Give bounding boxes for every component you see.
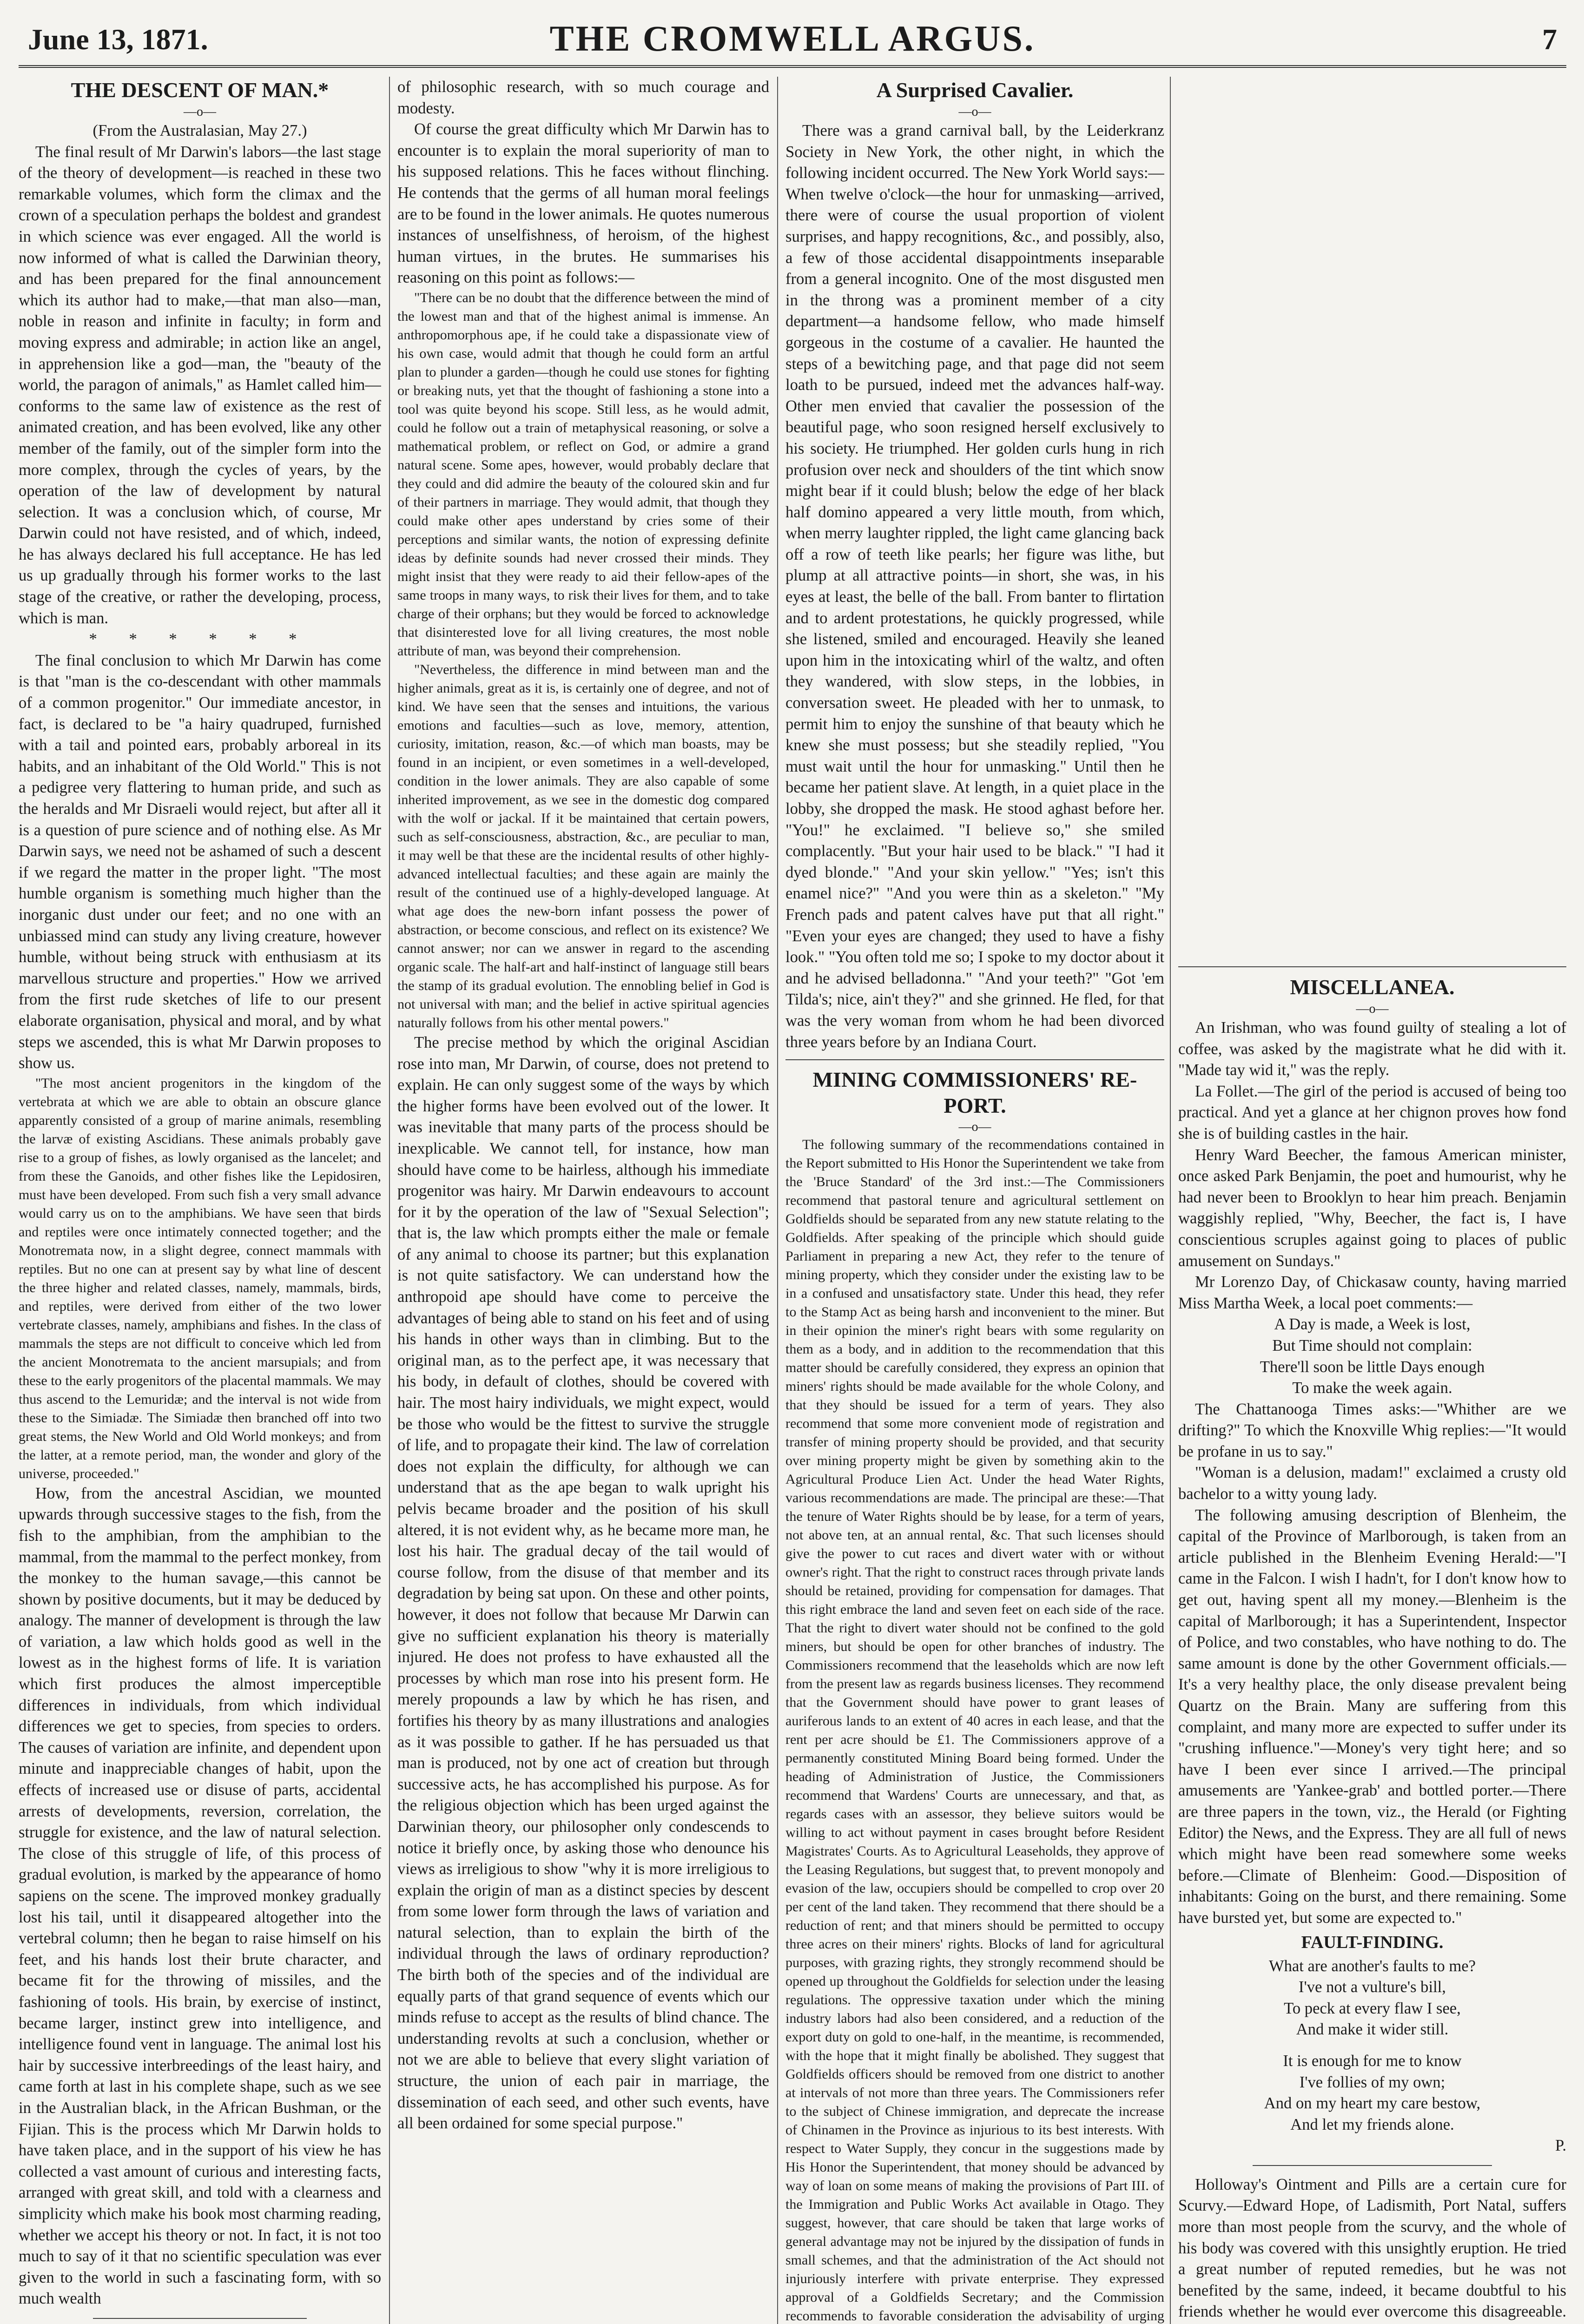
descent-paragraph: The final result of Mr Darwin's labors—the last stage of the theory of development—is reached in these two remarkable volumes, which form the climax and the crown of a speculation perhaps the boldest and grandest in which science was ever engaged. All the world is now informed of what is called the Darwinian theory, and has been prepared for the final announcement which its author had to make,—that man also—man, noble in reason and infinite in faculty; in form and moving express and admirable; in action like an angel, in apprehension like a god—man, the "beauty of the world, the paragon of animals," as Hamlet called him—conforms to the same law of existence as the rest of animated creation, and has been evolved, like any other member of the family, out of the simpler form into the more complex, through the cycles of years, by the operation of the law of development by natural selection. It was a conclusion which, of course, Mr Darwin could not have resisted, and of which, indeed, he has always declared his full acceptance. He has led us up gradually through his former works to the last stage of the creative, or rather the developing, process, which is man. [19, 143, 381, 627]
descent-heading: THE DESCENT OF MAN.* [71, 78, 329, 102]
descent-quote: "There can be no doubt that the difference between the mind of the lowest man and that of the highest animal is immense. An anthropomorphous ape, if he could take a dispassionate view of his own case, would admit that though he could form an artful plan to plunder a garden—though he could use stones for fighting or breaking nuts, yet that the thought of fashioning a stone into a tool was quite beyond his scope. Still less, as he would admit, could he follow out a train of metaphysical reasoning, or solve a mathematical problem, or reflect on God, or admire a grand natural scene. Some apes, however, would probably declare that they could and did admire the beauty of the coloured skin and fur of their partners in marriage. They would admit, that though they could make other apes understand by cries some of their perceptions and similar wants, the notion of expressing definite ideas by definite sounds had never crossed their minds. They might insist that they were ready to aid their fellow-apes of the same troops in many ways, to risk their lives for them, and to take charge of their orphans; but they would be forced to acknowledge that disinterested love for all living creatures, the most noble attribute of man, was beyond their comprehension. [397, 290, 769, 659]
footnote-rule [93, 2318, 307, 2319]
cavalier-dash: —o— [958, 105, 991, 119]
descent-paragraph: How, from the ancestral Ascidian, we mounted upwards through successive stages to the fish, from the fish to the amphibian, from the amphibian to the mammal, from the mammal to the perfect monkey, from the monkey to the human savage,—this cannot be shown by positive documents, but it may be deduced by analogy. The manner of development is through the law of variation, a law which holds good as well in the lowest as in the highest forms of life. It is variation which first produces the almost imperceptible differences in individuals, from which individual differences we get to species, from species to orders. The causes of variation are infinite, and dependent upon minute and inappreciable changes of habit, upon the effects of increased use or disuse of parts, accidental arrests of developments, reversion, correlation, the struggle for existence, and the law of natural selection. The close of this struggle of life, of this process of gradual evolution, is marked by the appearance of homo sapiens on the scene. The improved monkey gradually lost his tail, until it disappeared altogether into the vertebral column; then he began to raise himself on his feet, and his hands lost their brute character, and became fit for the throwing of missiles, and the fashioning of tools. His brain, by exercise of instinct, became larger, instinct grew into intelligence, and intelligence found vent in language. The animal lost his hair by successive interbreedings of the least hairy, and came forth at last in his complete shape, such as we see in the Australian black, in the African Bushman, or the Fijian. This is the process which Mr Darwin holds to have taken place, and in the support of his view he has collected a vast amount of curious and interesting facts, arranged with great skill, and told with a clearness and simplicity which make his book most charming reading, whether we accept his theory or not. In fact, it is not too much to say of it that no scientific speculation was ever given to the world in such a fascinating form, with so much wealth [19, 1484, 381, 2308]
column-1 [19, 77, 381, 2324]
column-3 [785, 77, 1164, 2324]
masthead [28, 14, 1557, 60]
descent-stars: * * * * * * [89, 630, 311, 648]
verse-line: And let my friends alone. [1290, 2115, 1454, 2133]
section-rule [1178, 966, 1566, 967]
misc-item: The Chattanooga Times asks:—"Whither are we drifting?" To which the Knoxville Whig replies:—"It would be profane in us to say." [1178, 1400, 1566, 1460]
newspaper-title: THE CROMWELL ARGUS. [549, 18, 1036, 59]
verse-signature: P. [1555, 2137, 1566, 2155]
misc-item: Henry Ward Beecher, the famous American minister, once asked Park Benjamin, the poet and humourist, why he had never been to Brooklyn to hear him preach. Benjamin waggishly replied, "Why, Beecher, the fact is, I have conscientious scruples against going to places of public amusement on Sundays." [1178, 1146, 1566, 1270]
column-4 [1178, 77, 1566, 2324]
verse-line: What are another's faults to me? [1269, 1957, 1476, 1975]
column-2 [397, 77, 769, 2324]
verse-line: I've follies of my own; [1299, 2073, 1445, 2091]
misc-item: La Follet.—The girl of the period is accused of being too practical. And yet a glance at her chignon proves how fond she is of building castles in the hair. [1178, 1082, 1566, 1142]
descent-quote: "The most ancient progenitors in the kingdom of the vertebrata at which we are able to obtain an obscure glance apparently consisted of a group of marine animals, resembling the larvæ of existing Ascidians. These animals probably gave rise to a group of fishes, as lowly organised as the lancelet; and from these the Ganoids, and other fishes like the Lepidosiren, must have been developed. From such fish a very small advance would carry us on to the amphibians. We have seen that birds and reptiles were once intimately connected together; and the Monotremata now, in a slight degree, connect mammals with reptiles. But no one can at present say by what line of descent the three higher and related classes, namely, mammals, birds, and reptiles, were derived from either of the two lower vertebrate classes, namely, amphibians and fishes. In the class of mammals the steps are not difficult to conceive which led from the ancient Monotremata to the ancient marsupials; and from these to the early progenitors of the placental mammals. We may thus ascend to the Lemuridæ; and the interval is not wide from these to the Simiadæ. The Simiadæ then branched off into two great stems, the New World and Old World monkeys; and from the latter, at a remote period, man, the wonder and glory of the universe, proceeded." [19, 1075, 381, 1481]
verse-line: To peck at every flaw I see, [1284, 1999, 1461, 2017]
page-number: 7 [1542, 23, 1557, 56]
cavalier-heading: A Surprised Cavalier. [876, 78, 1074, 102]
verse-line: And make it wider still. [1296, 2020, 1449, 2039]
misc-item: Mr Lorenzo Day, of Chickasaw county, having married Miss Martha Week, a local poet comments:— [1178, 1273, 1566, 1312]
issue-date: June 13, 1871. [28, 23, 208, 56]
descent-paragraph: The precise method by which the original Ascidian rose into man, Mr Darwin, of course, does not pretend to explain. He can only suggest some of the ways by which the higher forms have been evolved out of the lower. It was inevitable that many parts of the process should be inexplicable. We cannot tell, for instance, how man should have come to be hairless, although his immediate progenitor was hairy. Mr Darwin endeavours to account for it by the operation of the law of "Sexual Selection"; that is, the law which prompts either the male or female of any animal to choose its partner; but this explanation is not quite satisfactory. We can understand how the anthropoid ape should have come to perceive the advantages of being able to stand on his feet and of using his hands in other ways than in climbing. But to the original man, as to the perfect ape, it was necessary that his body, in default of clothes, should be covered with hair. The most hairy individuals, we might expect, would be those who would be the fittest to survive the struggle of life, and to propagate their kind. The law of correlation does not explain the difficulty, for although we can understand that as the ape began to walk upright his pelvis became broader and the position of his skull altered, it is not evident why, as he became more man, he lost his hair. The gradual decay of the tail would of course follow, from the disuse of that member and its degradation by being sat upon. On these and other points, however, it does not follow that because Mr Darwin can give no sufficient explanation his theory is materially injured. He does not profess to have exhausted all the processes by which man rose into his present form. He merely propounds a law by which he has risen, and fortifies his theory by as many illustrations and analogies as it was possible to gather. If he has persuaded us that man is produced, not by one act of creation but through successive acts, he has accomplished his purpose. As for the religious objection which has been urged against the Darwinian theory, our philosopher only condescends to notice it briefly once, by asking those who denounce his views as irreligious to show "why it is more irreligious to explain the origin of man as a distinct species by descent from some lower form through the laws of variation and natural selection, than to explain the birth of the individual through the laws of ordinary reproduction? The birth both of the species and of the individual are equally parts of that grand sequence of events which our minds refuse to accept as the results of blind chance. The understanding revolts at such a conclusion, whether or not we are able to believe that every slight variation of structure, the union of each pair in marriage, the dissemination of each seed, and other such events, have all been ordained for some special purpose." [397, 1033, 769, 2133]
verse-line: It is enough for me to know [1283, 2052, 1462, 2070]
misc-item: The following amusing description of Blenheim, the capital of the Province of Marlborough, is taken from an article published in the Blenheim Evening Herald:—"I came in the Falcon. I wish I hadn't, for I don't know how to get out, having spent all my money.—Blenheim is the capital of Marlborough; it has a Superintendent, Inspector of Police, and two constables, who have nothing to do. The same amount is done by the other Government officials.—It's a very healthy place, the only disease prevalent being Quartz on the Brain. Many are suffering from this complaint, and many more are expected to suffer under its "crushing influence."—Money's very tight here; and so have I been ever since I arrived.—The principal amusements are 'Yankee-grab' and bottled porter.—There are three papers in the town, viz., the Herald (or Fighting Editor) the News, and the Express. They are all full of news which might have been read somewhere some weeks before.—Climate of Blenheim: Good.—Disposition of inhabitants: Going on the burst, and there remaining. Some have bursted yet, but some are expected to." [1178, 1506, 1566, 1927]
verse-line: There'll soon be little Days enough [1260, 1358, 1485, 1376]
verse-line: And on my heart my care bestow, [1264, 2094, 1481, 2113]
mining-dash: —o— [958, 1120, 991, 1135]
misc-item: An Irishman, who was found guilty of stealing a lot of coffee, was asked by the magistrate what he did with it. "Made tay wid it," was the reply. [1178, 1019, 1566, 1079]
verse-line: To make the week again. [1292, 1379, 1452, 1397]
verse-line: I've not a vulture's bill, [1299, 1978, 1446, 1996]
advertisement: Holloway's Ointment and Pills are a certain cure for Scurvy.—Edward Hope, of Ladismith, Port Natal, suffers more than most people from the scurvy, and the whole of his body was covered with this unsightly eruption. He tried a great number of reputed remedies, but he was not benefited by the same, indeed, it became doubtful to his friends whether he would ever overcome this disagreeable. [1178, 2175, 1566, 2321]
descent-dash: —o— [184, 105, 216, 119]
section-rule [1253, 2165, 1492, 2166]
mining-continued-spacer [1178, 77, 1566, 960]
mining-heading: MINING COMMISSIONERS' RE- PORT. [812, 1068, 1137, 1118]
descent-paragraph: of philosophic research, with so much courage and modesty. [397, 78, 769, 117]
masthead-rule [19, 65, 1566, 68]
descent-quote: "Nevertheless, the difference in mind between man and the higher animals, great as it is, is certainly one of degree, and not of kind. We have seen that the senses and intuitions, the various emotions and faculties—such as love, memory, attention, curiosity, imitation, reason, &c.—of which man boasts, may be found in an incipient, or even sometimes in a well-developed, condition in the lower animals. They are also capable of some inherited improvement, as we see in the domestic dog compared with the wolf or jackal. If it be maintained that certain powers, such as self-consciousness, abstraction, &c., are peculiar to man, it may well be that these are the incidental results of other highly-advanced intellectual faculties; and these again are mainly the result of the continued use of a highly-developed language. At what age does the new-born infant possess the power of abstraction, or become conscious, and reflect on its existence? We cannot answer; nor can we answer in regard to the ascending organic scale. The half-art and half-instinct of language still bears the stamp of its gradual evolution. The ennobling belief in God is not universal with man; and the belief in active spiritual agencies naturally follows from his other mental powers." [397, 661, 769, 1030]
section-rule [785, 1059, 1164, 1060]
fault-finding-heading: FAULT-FINDING. [1301, 1932, 1444, 1952]
cavalier-text: There was a grand carnival ball, by the Leiderkranz Society in New York, the other night, in which the following incident occurred. The New York World says:—When twelve o'clock—the hour for unmasking—arrived, there were of course the usual proportion of violent surprises, and happy recognitions, &c., and possibly, also, a few of those accidental disappointments inseparable from a general incognito. One of the most disgusted men in the throng was a prominent member of a city department—a handsome fellow, who made himself gorgeous in the costume of a cavalier. He haunted the steps of a bewitching page, and that page did not seem loath to be pursued, indeed met the advances half-way. Other men envied that cavalier the possession of the beautiful page, who soon resigned herself exclusively to his society. He triumphed. Her golden curls hung in rich profusion over neck and shoulders of the tint which snow might bear if it could blush; below the edge of her black half domino appeared a very little mouth, from which, when merry laughter rippled, the light came glancing back off a row of teeth like pearls; her figure was lithe, but plump at all attractive points—in short, she was, in his eyes at least, the belle of the ball. From banter to flirtation and to ardent protestations, he quickly progressed, while she listened, smiled and encouraged. Heavily she leaned upon him in the intoxicating whirl of the waltz, and often they wandered, with slow steps, in the lobbies, in conversation sweet. He pleaded with her to unmask, to permit him to enjoy the sunshine of that beauty which he knew she must possess; but she steadily replied, "You must wait until the hour for unmasking." Until then he became her patient slave. At length, in a quiet place in the lobby, she dropped the mask. He stood aghast before her. "You!" he exclaimed. "I believe so," she smiled complacently. "But your hair used to be black." "I had it dyed blonde." "And your skin yellow." "Yes; isn't this enamel nice?" "And you were thin as a skeleton." "My French pads and patent calves have put that all right." "Even your eyes are changed; they used to have a fishy look." "You often told me so; I spoke to my doctor about it and he advised belladonna." "And your teeth?" "Got 'em Tilda's; nice, ain't they?" and she grinned. He fled, for that was the very woman from whom he had been divorced three years before by an Indiana Court. [785, 122, 1164, 1051]
descent-source: (From the Australasian, May 27.) [92, 122, 307, 139]
descent-paragraph: The final conclusion to which Mr Darwin has come is that "man is the co-descendant with other mammals of a common progenitor." Our immediate ancestor, in fact, is declared to be "a hairy quadruped, furnished with a tail and pointed ears, probably arboreal in its habits, and an inhabitant of the Old World." This is not a pedigree very flattering to human pride, and such as the heralds and Mr Disraeli would reject, but after all it is a question of pure science and of nothing else. As Mr Darwin says, we need not be ashamed of such a descent if we regard the matter in the proper light. "The most humble organism is something much higher than the inorganic dust under our feet; and no one with an unbiassed mind can study any living creature, however humble, without being struck with enthusiasm at its marvellous structure and properties." How we arrived from the first rude sketches of life to our present elaborate organisation, physical and moral, and by what steps we ascended, this is what Mr Darwin proposes to show us. [19, 651, 381, 1072]
miscellanea-heading: MISCELLANEA. [1290, 975, 1455, 999]
verse-line: A Day is made, a Week is lost, [1274, 1315, 1471, 1334]
miscellanea-dash: —o— [1356, 1002, 1389, 1016]
verse-line: But Time should not complain: [1272, 1336, 1472, 1354]
misc-item: "Woman is a delusion, madam!" exclaimed a crusty old bachelor to a witty young lady. [1178, 1464, 1566, 1503]
mining-text: The following summary of the recommendations contained in the Report submitted to His Honor the Superintendent we take from the 'Bruce Standard' of the 3rd inst.:—The Commissioners recommend that pastoral tenure and agricultural settlement on Goldfields should be separated from any new statute relating to the Goldfields. After speaking of the principle which should guide Parliament in preparing a new Act, they refer to the tenure of mining property, which they consider under the existing law to be in a confused and unsatisfactory state. Under this head, they refer to the Stamp Act as being harsh and inconvenient to the miner. But in their opinion the miner's right bears with some regularity on them as a body, and in addition to the recommendation that this matter should be carefully considered, they express an opinion that miners' rights should be made available for the whole Colony, and that they should be issued for a term of years. They also recommend that some more convenient mode of registration and transfer of mining property should be provided, and that security over mining property might be given by something akin to the Agricultural Produce Lien Act. Under the head Water Rights, various recommendations are made. The principal are these:—That the tenure of Water Rights should be by lease, for a term of years, not above ten, at an annual rental, &c. That such licenses should give the power to cut races and divert water with or without owner's right. That the right to construct races through private lands should be retained, providing for compensation for damages. That this right embrace the land and seven feet on each side of the race. That the right to divert water should not be confined to the gold miners, but should be open for other branches of industry. The Commissioners recommend that the leaseholds which are now left from the present law as regards business licenses. They recommend that the Government should have power to grant leases of auriferous lands to an extent of 40 acres in each lease, and that the rent per acre should be £1. The Commissioners approve of a permanently constituted Mining Board being formed. Under the heading of Administration of Justice, the Commissioners recommend that Wardens' Courts are unnecessary, and that, as regards cases with an assessor, they believe suitors would be willing to act without payment in cases brought before Resident Magistrates' Courts. As to Agricultural Leaseholds, they approve of the Leasing Regulations, but suggest that, to prevent monopoly and evasion of the law, occupiers should be compelled to crop over 20 per cent of the land taken. They recommend that there should be a reduction of rent; and that miners should be permitted to occupy three acres on their miners' rights. Blocks of land for agricultural purposes, with grazing rights, they strongly recommend should be opened up throughout the Goldfields for selection under the leasing regulations. The oppressive taxation under which the mining industry labors had also been considered, and a reduction of the export duty on gold to one-half, in the meantime, is recommended, with the hope that it might finally be abolished. They suggest that Goldfields officers should be removed from one district to another at intervals of not more than three years. The Commissioners refer to the subject of Chinese immigration, and deprecate the increase of Chinamen in the Province as injurious to its best interests. With respect to Water Supply, they concur in the suggestions made by His Honor the Superintendent, that money should be advanced by way of loan on some means of making the provisions of Part III. of the Immigration and Public Works Act available in Otago. They suggest, however, that care should be taken that large works of general advantage may not be injured by the dissipation of funds in small schemes, and that the administration of the Act should not injuriously interfere with private enterprise. They expressed approval of a Goldfields Secretary; and the Commission recommends to favorable consideration the advisability of urging [785, 1137, 1164, 2324]
columns [19, 77, 1566, 2324]
descent-paragraph: Of course the great difficulty which Mr Darwin has to encounter is to explain the moral superiority of man to his supposed relations. This he faces without flinching. He contends that the germs of all human moral feelings are to be found in the lower animals. He quotes numerous instances of unselfishness, of heroism, of the highest human virtues, in the brutes. He summarises his reasoning on this point as follows:— [397, 120, 769, 287]
